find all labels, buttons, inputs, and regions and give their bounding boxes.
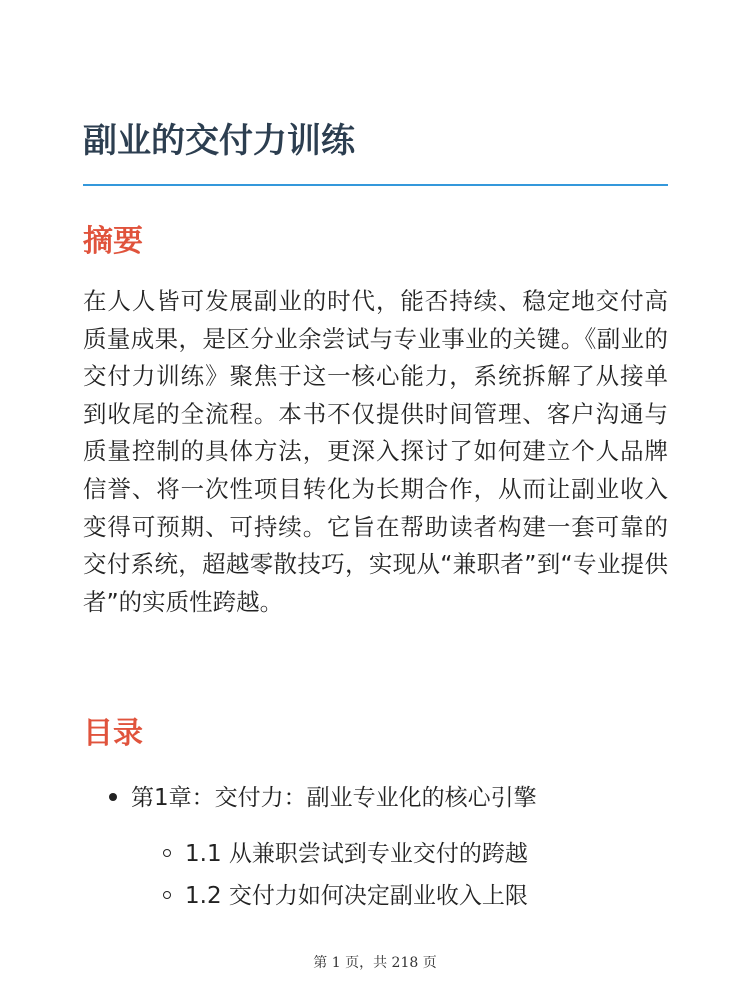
toc-section-1-1-label: 1.1 从兼职尝试到专业交付的跨越 — [185, 841, 528, 867]
document-page — [83, 0, 668, 1000]
abstract-heading: 摘要 — [83, 224, 143, 259]
abstract-paragraph: 在人人皆可发展副业的时代，能否持续、稳定地交付高质量成果，是区分业余尝试与专业事业的关键。《副业的交付力训练》聚焦于这一核心能力，系统拆解了从接单到收尾的全流程。本书不仅提供时间管理、客户沟通与质量控制的具体方法，更深入探讨了如何建立个人品牌信誉、将一次性项目转化为长期合作，从而让副业收入变得可预期、可持续。它旨在帮助读者构建一套可靠的交付系统，超越零散技巧，实现从“兼职者”到“专业提供者”的实质性跨越。 — [83, 287, 668, 616]
toc-chapter-1[interactable] — [109, 782, 537, 814]
page-number-footer: 第 1 页，共 218 页 — [313, 955, 437, 971]
toc-chapter-1-label: 第1章：交付力：副业专业化的核心引擎 — [131, 785, 537, 811]
bullet-circle-icon — [163, 849, 171, 857]
toc-heading: 目录 — [83, 716, 143, 751]
document-title: 副业的交付力训练 — [83, 121, 355, 161]
bullet-disc-icon — [109, 793, 117, 801]
title-divider — [83, 184, 668, 186]
toc-section-1-2[interactable] — [163, 880, 528, 912]
bullet-circle-icon — [163, 891, 171, 899]
toc-section-1-2-label: 1.2 交付力如何决定副业收入上限 — [185, 883, 528, 909]
toc-section-1-1[interactable] — [163, 838, 528, 870]
